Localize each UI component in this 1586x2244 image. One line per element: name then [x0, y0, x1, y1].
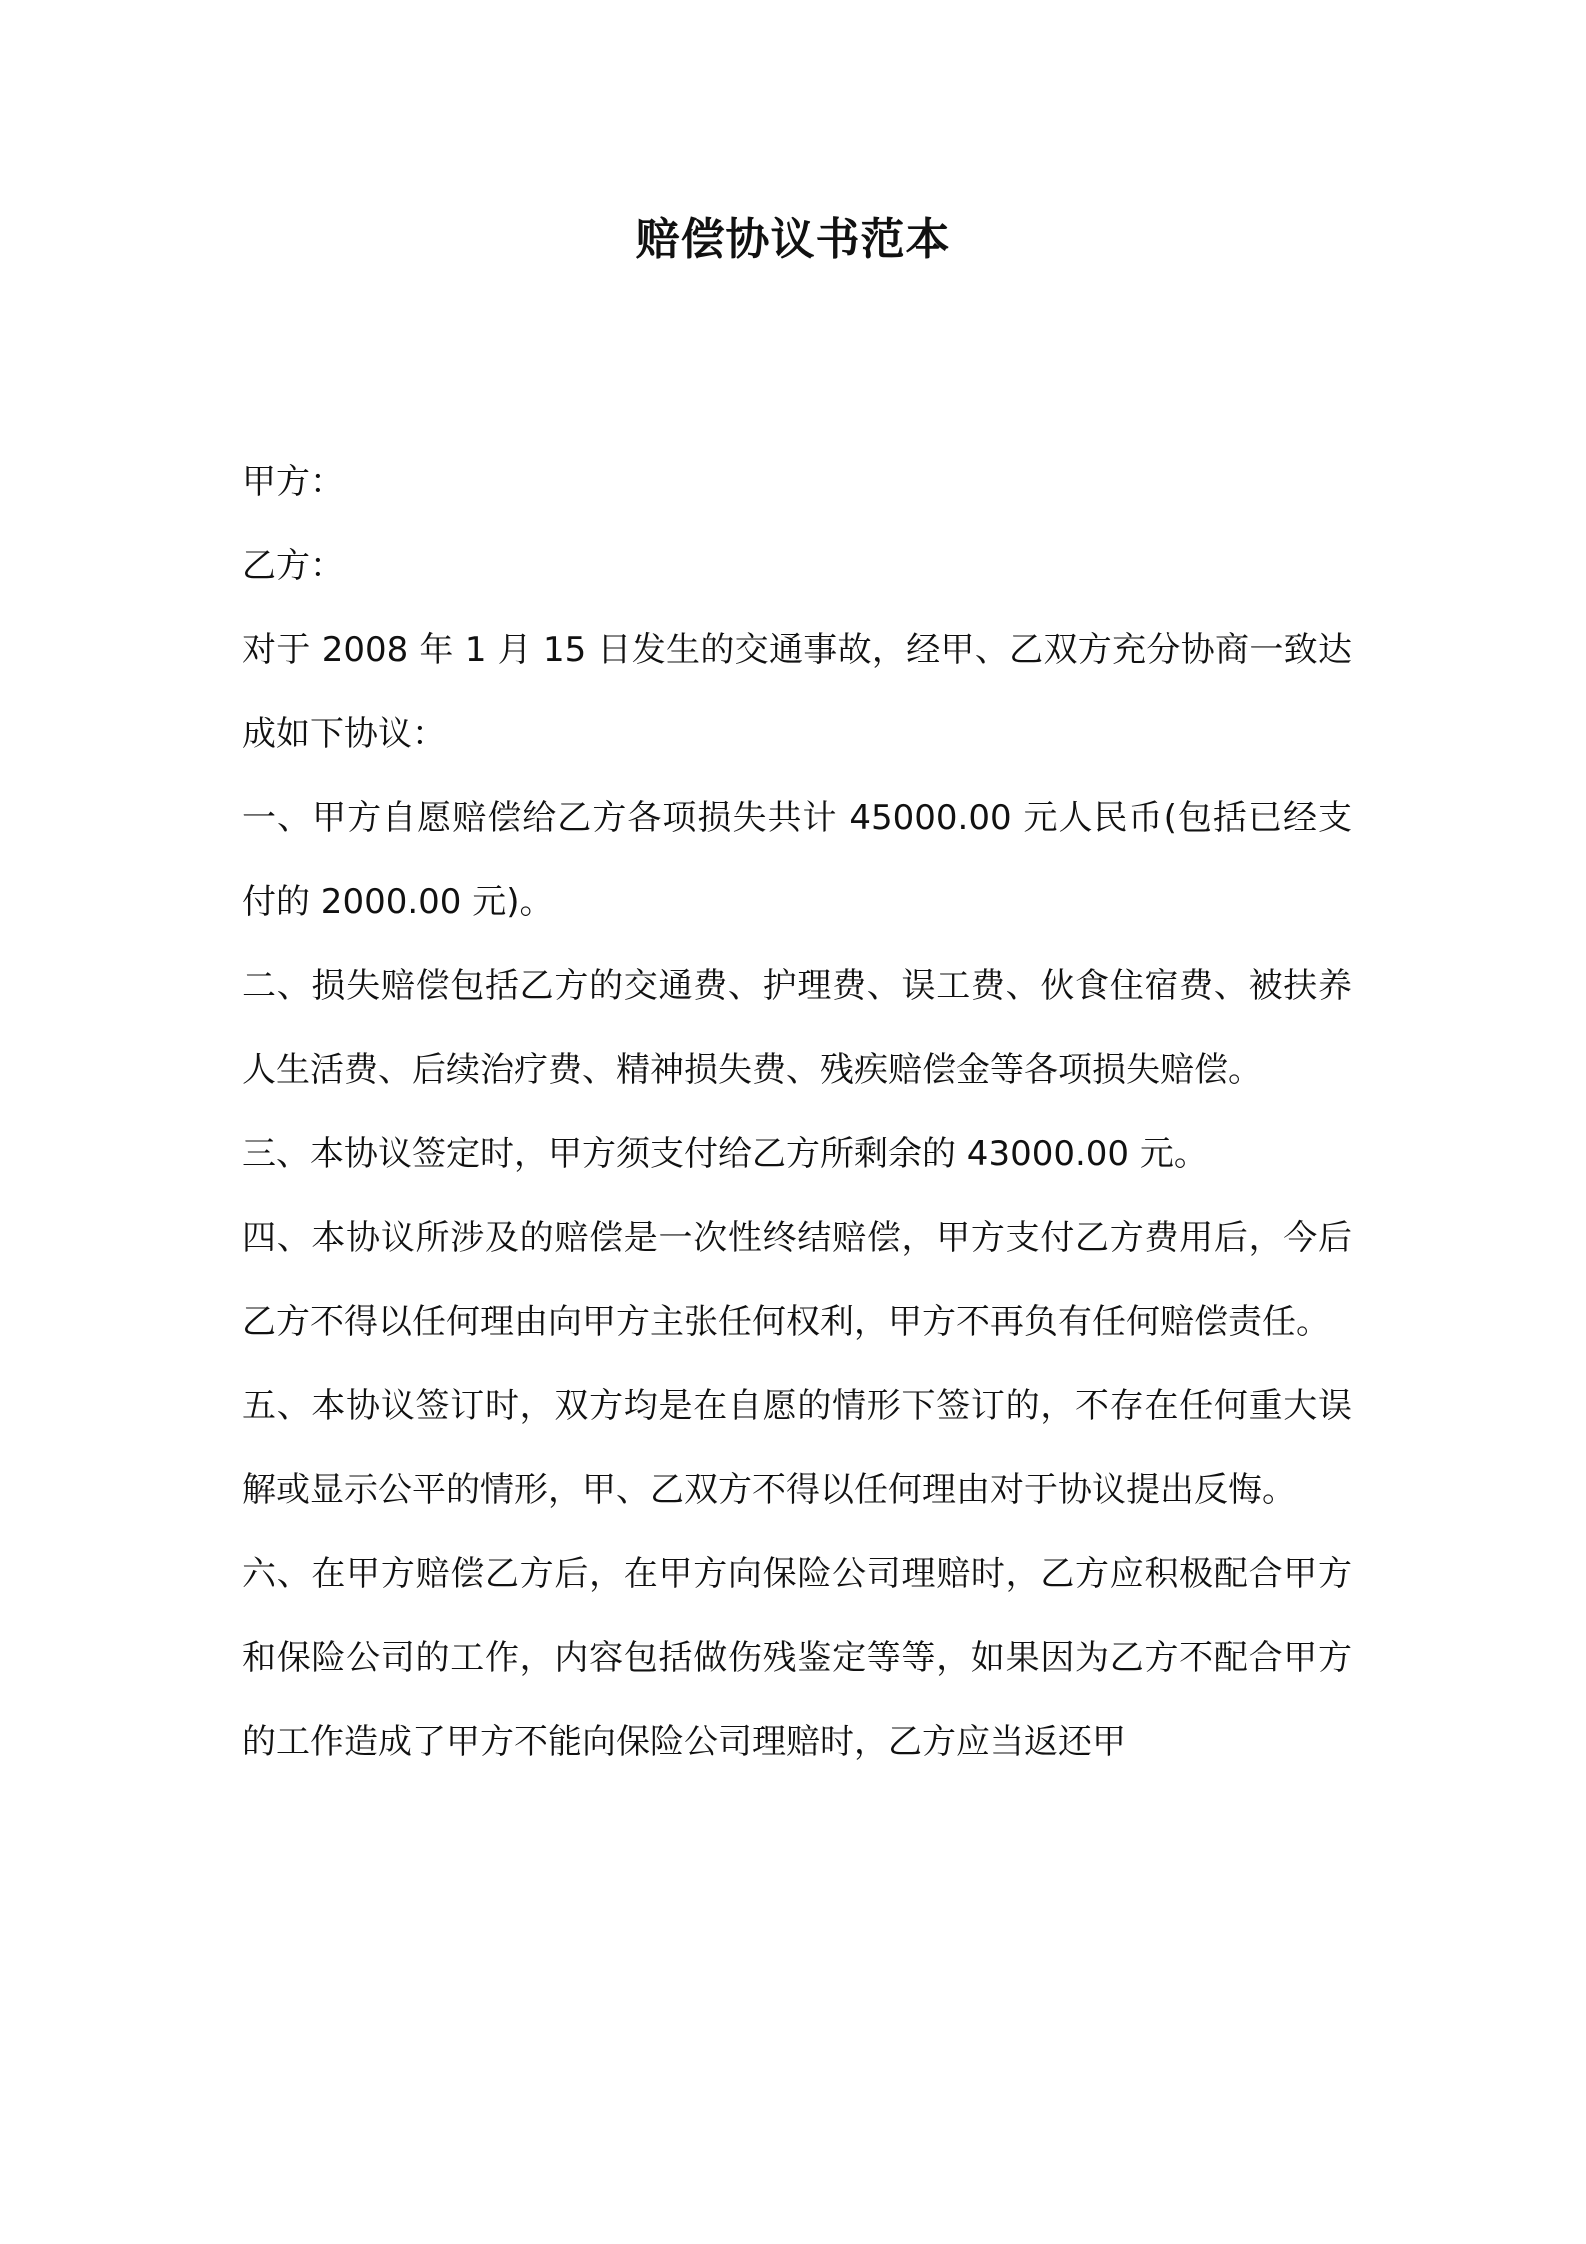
clause-6: 六、在甲方赔偿乙方后，在甲方向保险公司理赔时，乙方应积极配合甲方和保险公司的工作，内容包括做伤残鉴定等等，如果因为乙方不配合甲方的工作造成了甲方不能向保险公司理赔时，乙方应当返还甲	[242, 1554, 1352, 1762]
clause-1: 一、甲方自愿赔偿给乙方各项损失共计 45000.00 元人民币(包括已经支付的 2000.00 元)。	[242, 798, 1352, 922]
clause-3: 三、本协议签定时，甲方须支付给乙方所剩余的 43000.00 元。	[242, 1134, 1208, 1174]
document-body	[242, 440, 1352, 1784]
party-a-line: 甲方：	[242, 462, 344, 502]
intro-paragraph: 对于 2008 年 1 月 15 日发生的交通事故，经甲、乙双方充分协商一致达成如下协议：	[242, 630, 1352, 754]
clause-2: 二、损失赔偿包括乙方的交通费、护理费、误工费、伙食住宿费、被扶养人生活费、后续治疗费、精神损失费、残疾赔偿金等各项损失赔偿。	[242, 966, 1352, 1090]
clause-4: 四、本协议所涉及的赔偿是一次性终结赔偿，甲方支付乙方费用后，今后乙方不得以任何理由向甲方主张任何权利，甲方不再负有任何赔偿责任。	[242, 1218, 1352, 1342]
document-title: 赔偿协议书范本	[635, 214, 951, 265]
party-b-line: 乙方：	[242, 546, 344, 586]
clause-5: 五、本协议签订时，双方均是在自愿的情形下签订的，不存在任何重大误解或显示公平的情形，甲、乙双方不得以任何理由对于协议提出反悔。	[242, 1386, 1352, 1510]
